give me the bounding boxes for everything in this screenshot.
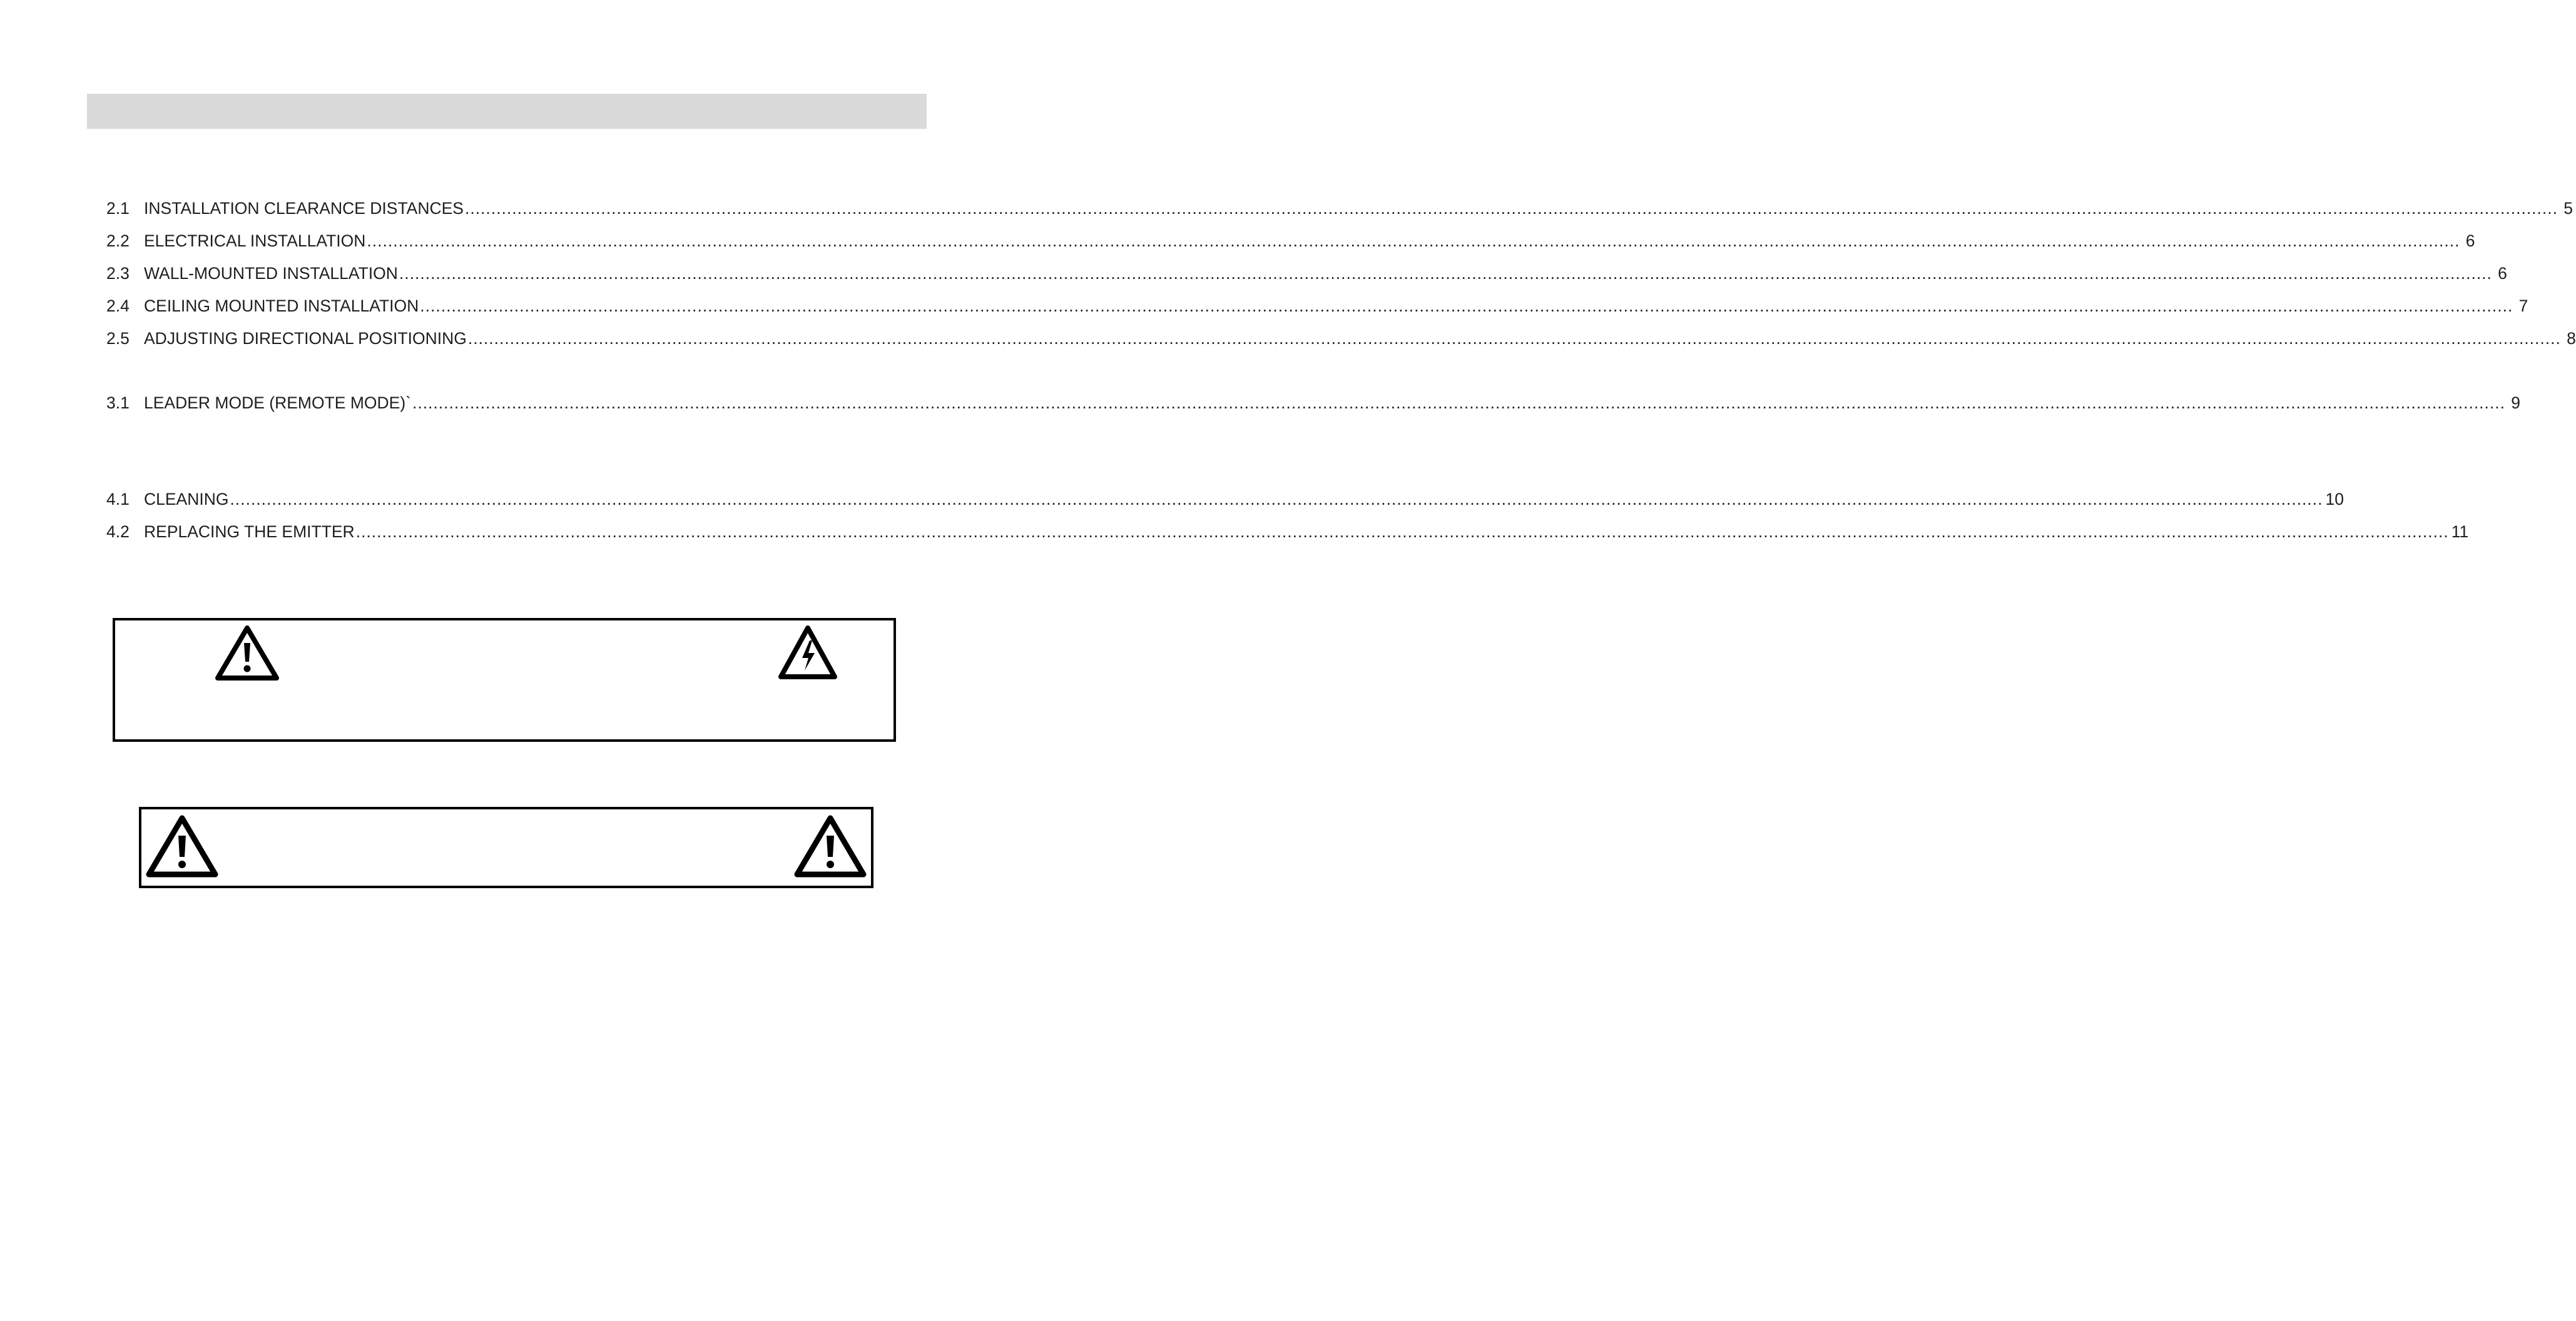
toc-entry-page: 6 [2498,264,2507,283]
toc-entry[interactable] [106,321,2576,349]
toc-entry[interactable] [106,191,2573,219]
toc-entry-number: 2.2 [106,231,130,250]
toc-leader-dots: ................................................................................................................................................................................................................................................................................................................................................................................................................ [367,231,2460,250]
toc-entry-page: 5 [2563,199,2573,218]
toc-entry[interactable] [106,515,2469,542]
toc-entry-title: LEADER MODE (REMOTE MODE)` [144,393,411,412]
electric-hazard-icon [777,624,838,683]
section-header-bar [87,94,927,129]
toc-entry-page: 9 [2511,393,2520,412]
toc-entry-title: INSTALLATION CLEARANCE DISTANCES [144,199,464,218]
toc-entry-page: 8 [2567,329,2576,348]
warning-box-electric [113,618,896,742]
toc-leader-dots: ................................................................................................................................................................................................................................................................................................................................................................................................................ [464,199,2558,218]
toc-entry-page: 11 [2451,522,2469,541]
toc-entry-title: REPLACING THE EMITTER [144,522,355,541]
toc-entry-number: 2.4 [106,296,130,315]
toc-entry-title: WALL-MOUNTED INSTALLATION [144,264,398,283]
toc-leader-dots: ................................................................................................................................................................................................................................................................................................................................................................................................................ [355,522,2449,541]
toc-leader-dots: ................................................................................................................................................................................................................................................................................................................................................................................................................ [467,329,2561,348]
toc-entry-page: 6 [2465,231,2475,250]
toc-entry-number: 2.5 [106,329,130,348]
toc-entry[interactable] [106,256,2507,284]
toc-entry-page: 10 [2325,490,2344,509]
toc-entry-number: 4.2 [106,522,130,541]
toc-leader-dots: ................................................................................................................................................................................................................................................................................................................................................................................................................ [399,264,2492,283]
toc-entry[interactable] [106,289,2528,316]
warning-exclamation-icon [214,624,280,683]
toc-leader-dots: ................................................................................................................................................................................................................................................................................................................................................................................................................ [230,490,2323,509]
toc-entry-number: 2.3 [106,264,130,283]
toc-entry-number: 2.1 [106,199,130,218]
toc-entry[interactable] [106,224,2475,251]
toc-entry-page: 7 [2518,296,2528,315]
toc-entry-title: ADJUSTING DIRECTIONAL POSITIONING [144,329,467,348]
toc-entry-number: 4.1 [106,490,130,509]
toc-leader-dots: ................................................................................................................................................................................................................................................................................................................................................................................................................ [420,296,2513,315]
toc-leader-dots: ................................................................................................................................................................................................................................................................................................................................................................................................................ [412,393,2505,412]
toc-entry-title: ELECTRICAL INSTALLATION [144,231,366,250]
toc-entry-number: 3.1 [106,393,130,412]
warning-exclamation-icon [793,814,867,879]
warning-exclamation-icon [145,814,219,879]
toc-entry-title: CLEANING [144,490,229,509]
toc-entry[interactable] [106,386,2520,413]
toc-entry[interactable] [106,482,2344,510]
toc-entry-title: CEILING MOUNTED INSTALLATION [144,296,419,315]
warning-box-caution [139,807,873,888]
